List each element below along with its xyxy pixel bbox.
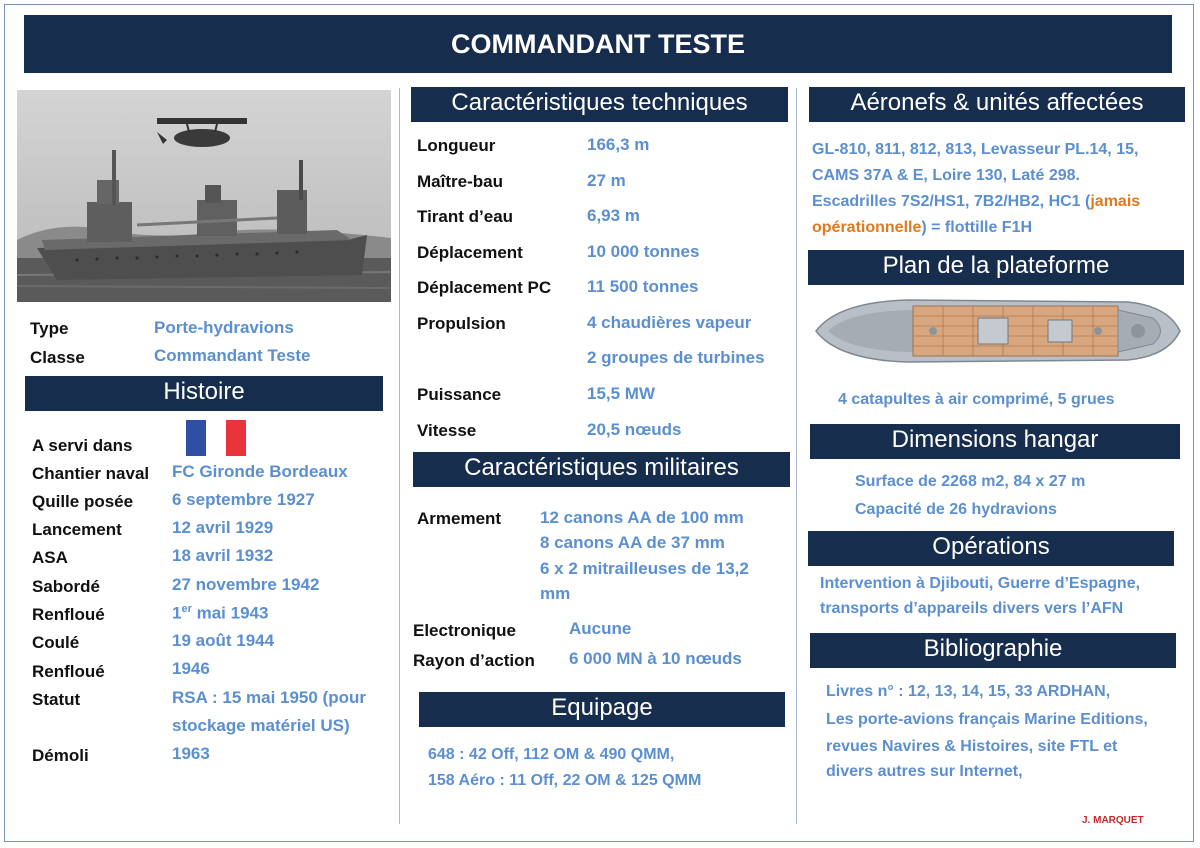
- technique-row-value: 20,5 nœuds: [587, 420, 682, 439]
- histoire-row-value: stockage matériel US): [172, 716, 350, 735]
- plateforme-text: 4 catapultes à air comprimé, 5 grues: [838, 391, 1115, 408]
- type-label: Type: [30, 319, 69, 338]
- bibliographie-line: Les porte-avions français Marine Editions,: [826, 711, 1148, 728]
- technique-row-value: 2 groupes de turbines: [587, 348, 765, 367]
- armement-line: 6 x 2 mitrailleuses de 13,2: [540, 559, 749, 578]
- aeronefs-line: GL-810, 811, 812, 813, Levasseur PL.14, 15,: [812, 141, 1139, 158]
- histoire-row-label: ASA: [32, 548, 68, 567]
- armement-line: mm: [540, 584, 571, 603]
- technique-row-value: 166,3 m: [587, 135, 650, 154]
- aeronefs-text: [812, 137, 1184, 241]
- technique-row-value: 6,93 m: [587, 206, 640, 225]
- technique-row-label: Maître-bau: [417, 172, 503, 191]
- aeronefs-text-part: Escadrilles 7S2/HS1, 7B2/HB2, HC1 (: [812, 193, 1091, 210]
- author-credit: J. MARQUET: [1082, 815, 1144, 826]
- operations-line: Intervention à Djibouti, Guerre d’Espagne,: [820, 575, 1141, 592]
- histoire-row-value: RSA : 15 mai 1950 (pour: [172, 688, 366, 707]
- page-title: COMMANDANT TESTE: [24, 15, 1172, 73]
- ordinal-superscript: er: [181, 603, 192, 615]
- technique-row-value: 10 000 tonnes: [587, 242, 700, 261]
- bibliographie-line: Livres n° : 12, 13, 14, 15, 33 ARDHAN,: [826, 683, 1111, 700]
- technique-row-label: Vitesse: [417, 421, 477, 440]
- histoire-row-label: Renfloué: [32, 605, 105, 624]
- aeronefs-highlight: jamais: [1090, 193, 1141, 210]
- histoire-row-label: Sabordé: [32, 577, 101, 596]
- technique-row-label: Puissance: [417, 385, 502, 404]
- bibliographie-line: revues Navires & Histoires, site FTL et: [826, 738, 1118, 755]
- equipage-line: 648 : 42 Off, 112 OM & 490 QMM,: [428, 746, 675, 763]
- column-divider-left: [399, 88, 400, 824]
- hangar-heading: Dimensions hangar: [810, 424, 1180, 459]
- technique-row-value: 27 m: [587, 171, 626, 190]
- electronique-value: Aucune: [569, 619, 632, 638]
- techniques-heading: Caractéristiques techniques: [411, 87, 788, 122]
- rayon-value: 6 000 MN à 10 nœuds: [569, 649, 742, 668]
- aeronefs-highlight: opérationnelle: [812, 219, 922, 236]
- histoire-row-value: 1er mai 1943: [172, 603, 269, 623]
- aeronefs-line: CAMS 37A & E, Loire 130, Laté 298.: [812, 167, 1080, 184]
- equipage-line: 158 Aéro : 11 Off, 22 OM & 125 QMM: [428, 772, 702, 789]
- equipage-heading: Equipage: [419, 692, 785, 727]
- histoire-row-value: 1946: [172, 659, 210, 678]
- technique-row-label: Longueur: [417, 136, 496, 155]
- histoire-row-label: Quille posée: [32, 492, 134, 511]
- histoire-row-value: FC Gironde Bordeaux: [172, 462, 348, 481]
- bibliographie-line: divers autres sur Internet,: [826, 763, 1023, 780]
- armement-line: 12 canons AA de 100 mm: [540, 508, 744, 527]
- french-flag: [186, 420, 246, 456]
- type-value: Porte-hydravions: [154, 318, 294, 337]
- deck-plan-drawing: [808, 292, 1184, 370]
- technique-row-label: Déplacement PC: [417, 278, 552, 297]
- flag-blue-stripe: [186, 420, 206, 456]
- histoire-row-value: 6 septembre 1927: [172, 490, 315, 509]
- histoire-row-value: 18 avril 1932: [172, 546, 274, 565]
- histoire-row-value: 12 avril 1929: [172, 518, 274, 537]
- histoire-row-label: Statut: [32, 690, 81, 709]
- column-divider-right: [796, 88, 797, 824]
- armement-line: 8 canons AA de 37 mm: [540, 533, 725, 552]
- aeronefs-line: [812, 189, 1184, 215]
- operations-line: transports d’appareils divers vers l’AFN: [820, 600, 1124, 617]
- histoire-row-label: A servi dans: [32, 436, 133, 455]
- technique-row-label: Propulsion: [417, 314, 506, 333]
- aeronefs-heading: Aéronefs & unités affectées: [809, 87, 1185, 122]
- histoire-row-label: Renfloué: [32, 662, 105, 681]
- histoire-row-label: Chantier naval: [32, 464, 150, 483]
- histoire-row-label: Lancement: [32, 520, 122, 539]
- classe-label: Classe: [30, 348, 85, 367]
- flag-red-stripe: [226, 420, 246, 456]
- histoire-row-value: 1963: [172, 744, 210, 763]
- histoire-row-value: 27 novembre 1942: [172, 575, 320, 594]
- armement-label: Armement: [417, 509, 502, 528]
- technique-row-label: Tirant d’eau: [417, 207, 514, 226]
- technique-row-value: 11 500 tonnes: [587, 277, 699, 296]
- militaires-heading: Caractéristiques militaires: [413, 452, 790, 487]
- technique-row-value: 4 chaudières vapeur: [587, 313, 752, 332]
- histoire-heading: Histoire: [25, 376, 383, 411]
- aeronefs-line: [812, 215, 1184, 241]
- technique-row-value: 15,5 MW: [587, 384, 656, 403]
- electronique-label: Electronique: [413, 621, 516, 640]
- bibliographie-heading: Bibliographie: [810, 633, 1176, 668]
- ship-photo: [17, 90, 391, 302]
- hangar-line: Capacité de 26 hydravions: [855, 501, 1057, 518]
- technique-row-label: Déplacement: [417, 243, 523, 262]
- aeronefs-text-part: ) = flottille F1H: [921, 219, 1033, 236]
- histoire-row-label: Démoli: [32, 746, 89, 765]
- hangar-line: Surface de 2268 m2, 84 x 27 m: [855, 473, 1086, 490]
- plateforme-heading: Plan de la plateforme: [808, 250, 1184, 285]
- histoire-row-label: Coulé: [32, 633, 80, 652]
- operations-heading: Opérations: [808, 531, 1174, 566]
- classe-value: Commandant Teste: [154, 346, 311, 365]
- rayon-label: Rayon d’action: [413, 651, 535, 670]
- histoire-row-value: 19 août 1944: [172, 631, 275, 650]
- flag-white-stripe: [206, 420, 226, 456]
